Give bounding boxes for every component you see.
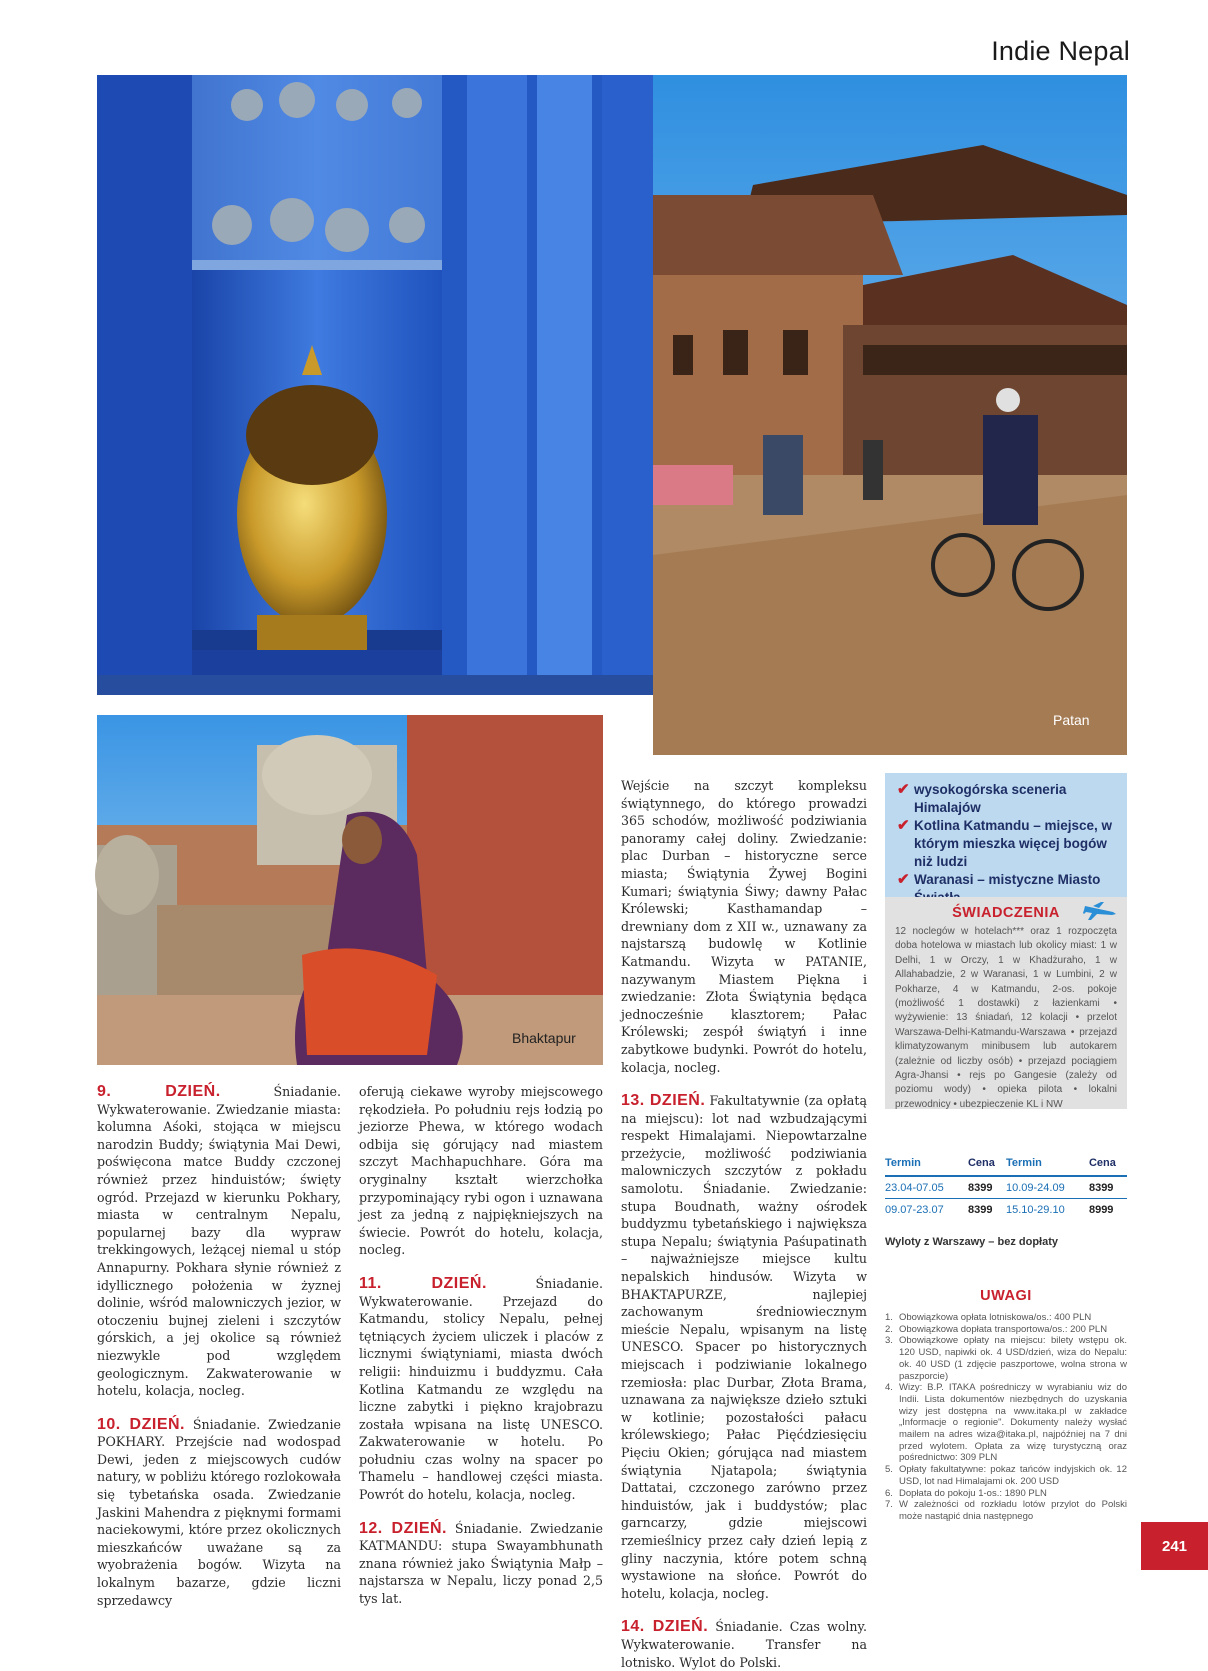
header-price: Cena (968, 1153, 1006, 1176)
itinerary-column-3 (621, 777, 867, 1671)
note-item (885, 1499, 1127, 1522)
bhaktapur-photo (97, 715, 603, 1065)
page-title: Indie Nepal (991, 36, 1130, 66)
bhaktapur-caption: Bhaktapur (512, 1030, 576, 1046)
highlight-text: wysokogórska sceneria Himalajów (914, 782, 1067, 815)
day-10-continued: oferują ciekawe wyroby miejscowego rękodzieła. Po południu rejs łodzią po jeziorze Phewa, w którego wodach odbija się górujący nad miastem szczyt Machhapuchhare. Góra ma oryginalny kształt wierzchołka przypominający rybi ogon i uznawana jest za jedną z najpiękniejszych na świecie. Powrót do hotelu, kolacja, nocleg. (359, 1084, 603, 1258)
day-13 (621, 1092, 867, 1602)
notes-list (885, 1312, 1127, 1523)
buddha-photo (97, 75, 653, 695)
note-number: 1. (885, 1312, 893, 1323)
plane-icon (1083, 900, 1117, 922)
day-10-text: Śniadanie. Zwiedzanie POKHARY. Przejście nad wodospad Dewi, jeden z miejscowych cudów natury, w pobliżu którego rozlokowała się tybetańska osada. Zwiedzanie Jaskini Mahendra z pięknymi formami naciekowymi, które przez okolicznych mieszkańców uważane są za wyobrażenia bogów. Wizyta na lokalnym bazarze, gdzie liczni sprzedawcy (97, 1416, 341, 1608)
itinerary-column-1 (97, 1083, 341, 1609)
price-cell: 8999 (1088, 1204, 1114, 1216)
highlight-item (897, 781, 1119, 817)
term-cell: 23.04-07.05 (885, 1176, 968, 1199)
note-text: Dopłata do pokoju 1-os.: 1890 PLN (899, 1487, 1047, 1499)
day-9 (97, 1083, 341, 1400)
day-9-text: Śniadanie. Wykwaterowanie. Zwiedzanie miasta: kolumna Aśoki, stojąca w miejscu narodzin Buddy; świątynia Mai Dewi, poświęcona matce Buddy czczonej również przez hinduistów; święty ogród. Przejazd w kierunku Pokhary, miasta w centralnym Nepalu, popularnej bazy dla wypraw trekkingowych, leżącej niemal u stóp Annapurny. Pokhara słynie również z idyllicznego położenia w żyznej dolinie, wśród malowniczych jezior, w otoczeniu bujnej zieleni i szczytów górskich, a jej okolice są również niezwykle pod względem geologicznym. Zakwaterowanie w hotelu, kolacja, nocleg. (97, 1084, 341, 1399)
highlight-text: Waranasi – mistyczne Miasto (914, 872, 1101, 887)
day-14-label: 14. DZIEŃ. (621, 1618, 709, 1636)
highlights-box (885, 773, 1127, 915)
note-number: 3. (885, 1335, 893, 1347)
notes-title: UWAGI (980, 1288, 1032, 1304)
price-table (885, 1153, 1127, 1220)
checkmark-icon: ✔ (897, 871, 910, 888)
note-number: 7. (885, 1499, 893, 1511)
note-number: 6. (885, 1487, 893, 1499)
note-item (885, 1382, 1127, 1464)
note-text: Obowiązkowa dopłata transportowa/os.: 200 PLN (899, 1323, 1108, 1335)
patan-photo (653, 75, 1127, 755)
note-text: Obowiązkowa opłata lotniskowa/os.: 400 PLN (899, 1312, 1092, 1323)
note-text: Obowiązkowe opłaty na miejscu: bilety wstępu ok. 120 USD, napiwki ok. 4 USD/dzień, wiza do Nepalu: ok. 40 USD (1 zdjęcie paszportowe, wolna strona w paszporcie) (899, 1335, 1127, 1382)
table-row (885, 1199, 1127, 1221)
note-item (885, 1464, 1127, 1487)
day-12-text: Śniadanie. Zwiedzanie KATMANDU: stupa Swayambhunath znana również jako Świątynia Małp – najstarsza w Nepalu, liczy ponad 2,5 tys lat. (359, 1520, 603, 1607)
day-9-label: 9. DZIEŃ. (97, 1083, 221, 1100)
notes-section (885, 1288, 1127, 1523)
header-term: Termin (885, 1153, 968, 1176)
day-12-label: 12. DZIEŃ. (359, 1519, 447, 1537)
table-row (885, 1176, 1127, 1199)
patan-caption: Patan (1053, 712, 1090, 728)
flights-note: Wyloty z Warszawy – bez dopłaty (885, 1236, 1058, 1248)
note-text: Wizy: B.P. ITAKA pośredniczy w wyrabianiu wiz do Indii. Lista dokumentów niezbędnych do uzyskania wizy jest dostępna na www.itaka.pl w zakładce „Informacje o regionie". Dokumenty należy wysłać mailem na adres wiza@itaka.pl, najpóźniej na 7 dni przed wylotem. Opłata za wizę turystyczną oraz pośrednictwo: 309 PLN (899, 1382, 1127, 1464)
highlight-text: Kotlina Katmandu – miejsce, w którym mieszka więcej bogów niż ludzi (914, 818, 1113, 869)
day-13-label: 13. DZIEŃ. (621, 1092, 706, 1110)
note-number: 4. (885, 1382, 893, 1394)
day-13-text: Fakultatywnie (za opłatą na miejscu): lot nad wzbudzającymi respekt Himalajami. Niepowtarzalne przeżycie, możliwość podziwiania malowniczych szczytów z pokładu samolotu. Śniadanie. Zwiedzanie: stupa Boudnath, ważny ośrodek buddyzmu tybetańskiego i największa stupa Nepalu; świątynia Paśupatinath – najważniejsze miejsce kultu nepalskich hindusów. Wizyta w BHAKTAPURZE, najlepiej zachowanym średniowiecznym mieście Nepalu, wpisanym na listę UNESCO. Spacer po historycznych miejscach i podziwianie lokalnego rzemiosła: plac Durbar, Złota Brama, uznawana za największe dzieło sztuki w kotlinie; pozostałości pałacu królewskiego; Pałac Pięćdziesięciu Pięciu Okien; górująca nad miastem świątynia Njatapola; świątynia Dattatai, czczonego zarówno przez hinduistów, jak i buddystów; plac garncarzy, gdzie miejscowi rzemieślnicy przez cały dzień lepią z gliny naczynia, które potem schną wystawione na słońce. Powrót do hotelu, kolacja, nocleg. (621, 1093, 867, 1601)
day-10 (97, 1416, 341, 1610)
header-term: Termin (1006, 1153, 1089, 1176)
day-14 (621, 1618, 867, 1671)
term-cell: 10.09-24.09 (1006, 1176, 1089, 1199)
services-text: 12 noclegów w hotelach*** oraz 1 rozpoczęta doba hotelowa w miastach lub okolicy miast: 1 w Delhi, 1 w Orczy, 1 w Khadżuraho, 1 w Allahabadzie, 2 w Waranasi, 1 w Lumbini, 2 w Pokharze, 4 w Katmandu, 2-os. pokoje (możliwość 1 dostawki) z łazienkami • wyżywienie: 13 śniadań, 12 kolacji • przelot Warszawa-Delhi-Katmandu-Warszawa • przejazd klimatyzowanym minibusem lub autokarem (zależnie od liczby osób) • przejazd pociągiem Agra-Jhansi • rejs po Gangesie (zależy od poziomu wody) • opieka pilota • lokalni przewodnicy • ubezpieczenie KL i NW (895, 926, 1117, 1110)
day-11-label: 11. DZIEŃ. (359, 1274, 487, 1292)
highlight-item (897, 817, 1119, 871)
price-cell: 8399 (968, 1176, 1006, 1199)
note-text: Opłaty fakultatywne: pokaz tańców indyjskich ok. 12 USD, lot nad Himalajami ok. 200 USD (899, 1464, 1127, 1487)
note-number: 2. (885, 1323, 893, 1335)
day-11-text: Śniadanie. Wykwaterowanie. Przejazd do Katmandu, stolicy Nepalu, pełnej tętniących życiem uliczek i placów z licznymi świątyniami, miasta dwóch religii: hinduizmu i buddyzmu. Cała Kotlina Katmandu ze względu na liczne zabytki i piękno krajobrazu została wpisana na listę UNESCO. Zakwaterowanie w hotelu. Po południu czas wolny na spacer po Thamelu – handlowej części miasta. Powrót do hotelu, kolacja, nocleg. (359, 1275, 603, 1503)
note-item (885, 1312, 1127, 1324)
note-text: W zależności od rozkładu lotów przylot do Polski może nastąpić dnia następnego (899, 1499, 1127, 1522)
price-cell: 8399 (1089, 1176, 1127, 1199)
term-cell: 09.07-23.07 (885, 1204, 944, 1216)
header-price: Cena (1089, 1153, 1127, 1176)
checkmark-icon: ✔ (897, 781, 910, 798)
checkmark-icon: ✔ (897, 817, 910, 834)
page-number: 241 (1141, 1522, 1208, 1570)
day-14-text: Śniadanie. Czas wolny. Wykwaterowanie. Transfer na lotnisko. Wylot do Polski. (621, 1619, 867, 1670)
day-11 (359, 1275, 603, 1504)
day-12-continued: Wejście na szczyt kompleksu świątynnego, do którego prowadzi 365 schodów, możliwość podziwiania panoramy całej doliny. Zwiedzanie: plac Durban – historyczne serce miasta; Świątynia Żywej Bogini Kumari; świątynia Śiwy; dawny Pałac Królewski; Kasthamandap – drewniany dom z XII w., uznawany za najstarszą budowlę w Kotlinie Katmandu. Wizyta w PATANIE, nazywanym Miastem Piękna i zwiedzanie: Złota Świątynia będąca jednocześnie klasztorem; Pałac Królewski; zespół świątyń i inne zabytkowe budynki. Powrót do hotelu, kolacja, nocleg. (621, 778, 867, 1075)
day-10-label: 10. DZIEŃ. (97, 1415, 185, 1433)
note-number: 5. (885, 1464, 893, 1476)
note-item (885, 1488, 1127, 1500)
note-item (885, 1324, 1127, 1336)
price-cell: 8399 (967, 1204, 993, 1216)
itinerary-column-2 (359, 1083, 603, 1608)
note-item (885, 1335, 1127, 1382)
day-12 (359, 1520, 603, 1608)
services-title: ŚWIADCZENIA (952, 905, 1060, 921)
term-cell: 15.10-29.10 (1005, 1204, 1065, 1216)
services-box (885, 897, 1127, 1109)
price-table-header (885, 1153, 1127, 1176)
